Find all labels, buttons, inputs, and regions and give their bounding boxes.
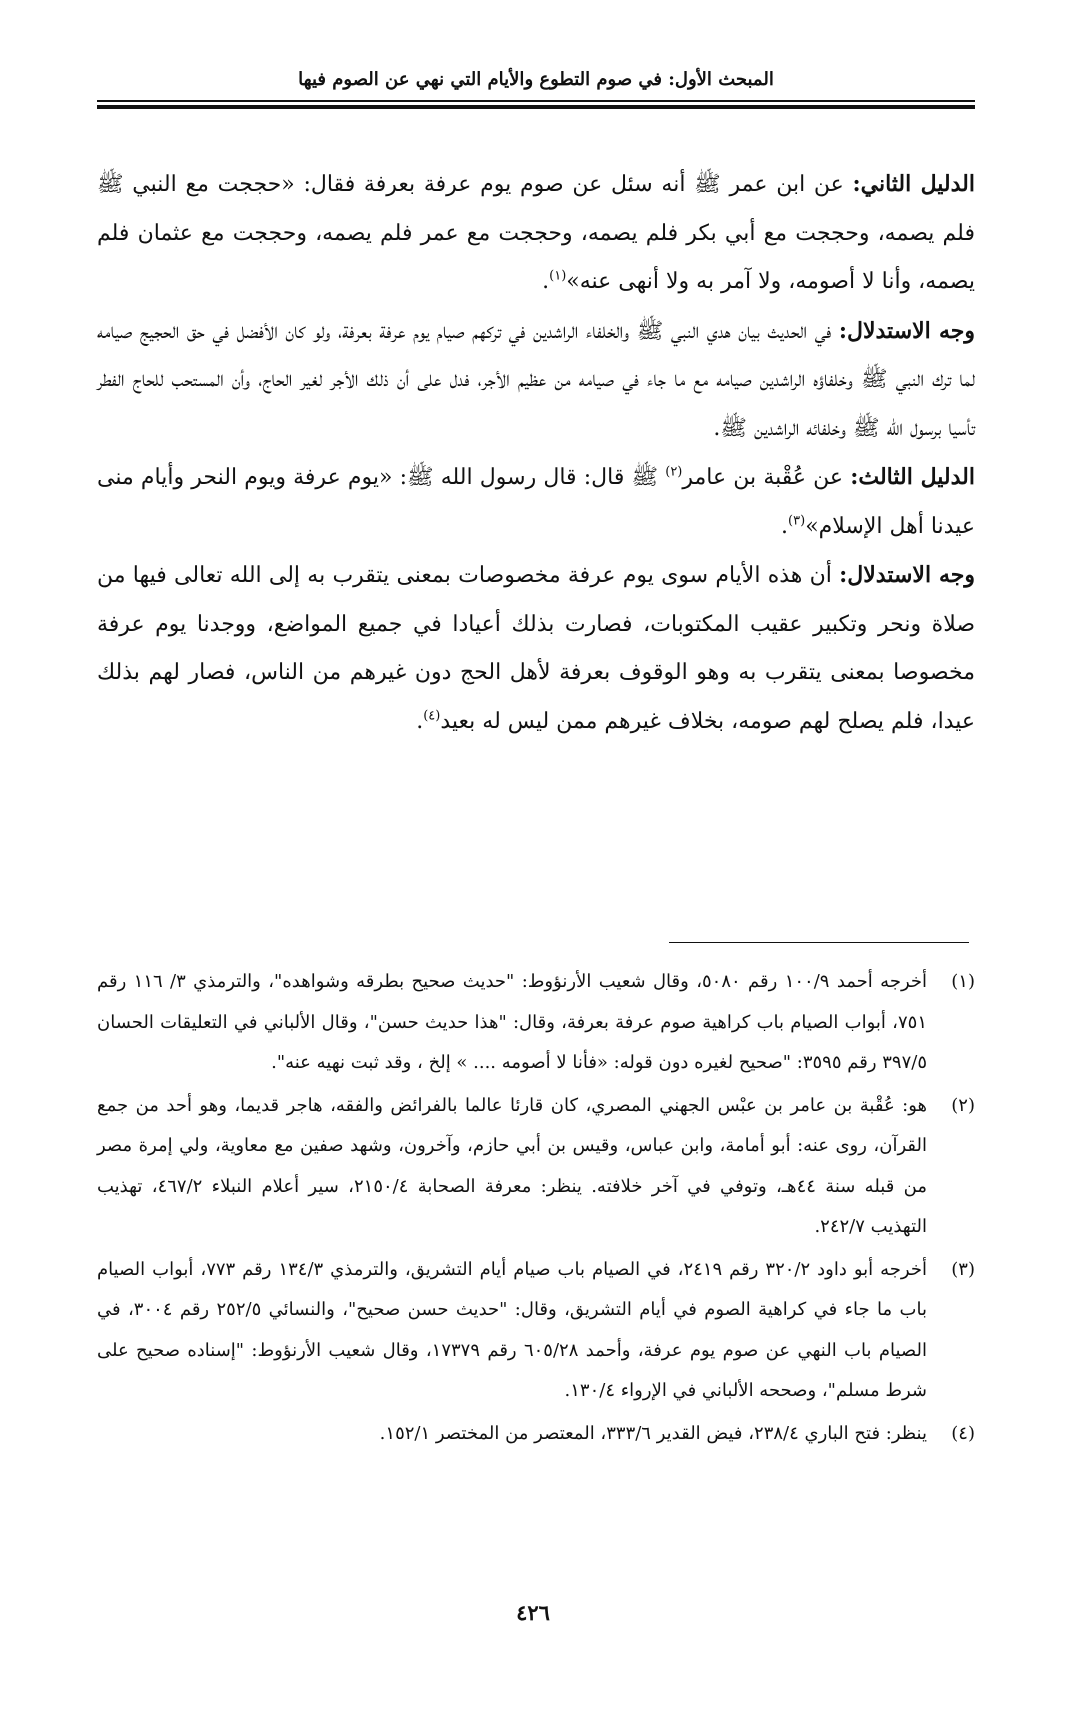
paragraph-evidence-two <box>97 160 975 307</box>
footnote-number: (٣) <box>951 1258 975 1280</box>
paragraph-text: في الحديث بيان هدي النبي ﷺ والخلفاء الراشدين في تركهم صيام يوم عرفة بعرفة، ولو كان الأفضل في حق الحجيج صيامه لما ترك النبي ﷺ وخلفاؤه الراشدين صيامه مع ما جاء في صيامه من عظيم الأجر، فدل على أن ذلك الأجر لغير الحاج، وأن المستحب للحاج الفطر تأسيا برسول الله ﷺ وخلفائه الراشدين ﷺ. <box>97 318 975 441</box>
footnote-number: (٤) <box>951 1422 975 1444</box>
footnote-ref[interactable]: (٣) <box>788 513 806 529</box>
page-number: ٤٢٦ <box>516 1600 550 1625</box>
header-rule-thick <box>97 105 975 109</box>
paragraph-end: . <box>781 513 789 539</box>
footnote-ref[interactable]: (١) <box>549 268 567 284</box>
footnotes <box>97 962 975 1456</box>
paragraph-end: . <box>416 708 424 734</box>
paragraph-lead: وجه الاستدلال: <box>838 317 976 344</box>
footnote <box>97 1414 975 1455</box>
paragraph-inference-one <box>97 307 975 454</box>
paragraph-lead: الدليل الثالث: <box>850 464 975 490</box>
footnote-text: أخرجه أبو داود ٣٢٠/٢ رقم ٢٤١٩، في الصيام باب صيام أيام التشريق، والترمذي ١٣٤/٣ رقم ٧٧٣، أبواب الصيام باب ما جاء في كراهية الصوم في أيام التشريق، وقال: "حديث حسن صحيح"، والنسائي ٢٥٢/٥ رقم ٣٠٠٤، في الصيام باب النهي عن صوم يوم عرفة، وأحمد ٦٠٥/٢٨ رقم ١٧٣٧٩، وقال شعيب الأرنؤوط: "إسناده صحيح على شرط مسلم"، وصححه الألباني في الإرواء ١٣٠/٤. <box>97 1258 927 1401</box>
paragraph-text: عن عُقْبة بن عامر <box>682 465 851 490</box>
footnote-number: (١) <box>951 971 975 992</box>
paragraph-text: عن ابن عمر ﷺ أنه سئل عن صوم يوم عرفة بعرفة فقال: «حججت مع النبي ﷺ فلم يصمه، وحججت مع أبي بكر فلم يصمه، وحججت مع عمر فلم يصمه، وحججت مع عثمان فلم يصمه، وأنا لا أصومه، ولا آمر به ولا أنهى عنه» <box>97 172 975 294</box>
paragraph-end: . <box>542 269 550 294</box>
footnote-text: هو: عُقْبة بن عامر بن عبْس الجهني المصري، كان قارئا عالما بالفرائض والفقه، هاجر قديما، وهو أحد من جمع القرآن، روى عنه: أبو أمامة، وابن عباس، وقيس بن أبي حازم، وآخرون، وشهد صفين مع معاوية، ولي إمرة مصر من قبله سنة ٤٤هـ، وتوفي في آخر خلافته. ينظر: معرفة الصحابة ٢١٥٠/٤، سير أعلام النبلاء ٤٦٧/٢، تهذيب التهذيب ٢٤٢/٧. <box>97 1094 927 1237</box>
footnote-text: ينظر: فتح الباري ٢٣٨/٤، فيض القدير ٣٣٣/٦، المعتصر من المختصر ١٥٢/١. <box>379 1422 927 1444</box>
footnote <box>97 1086 975 1248</box>
paragraph-text: ﷺ قال: قال رسول الله ﷺ: «يوم عرفة ويوم النحر وأيام منى عيدنا أهل الإسلام» <box>97 465 975 539</box>
footnote-ref[interactable]: (٤) <box>423 708 441 724</box>
footnote-number: (٢) <box>951 1094 975 1116</box>
header-rule-thin <box>97 100 975 102</box>
running-header: المبحث الأول: في صوم التطوع والأيام التي نهي عن الصوم فيها <box>298 69 774 90</box>
footnote-separator <box>669 942 969 943</box>
paragraph-lead: الدليل الثاني: <box>852 171 975 197</box>
footnote <box>97 962 975 1084</box>
paragraph-lead: وجه الاستدلال: <box>839 562 976 588</box>
paragraph-evidence-three <box>97 453 975 551</box>
paragraph-text: أن هذه الأيام سوى يوم عرفة مخصوصات بمعنى يتقرب به إلى الله تعالى فيها من صلاة ونحر وتكبير عقيب المكتوبات، فصارت بذلك أعيادا في جميع المواضع، ووجدنا يوم عرفة مخصوصا بمعنى يتقرب به وهو الوقوف بعرفة لأهل الحج دون غيرهم من الناس، فصار لهم بذلك عيدا، فلم يصلح لهم صومه، بخلاف غيرهم ممن ليس له بعيد <box>97 563 975 734</box>
footnote <box>97 1250 975 1412</box>
footnote-text: أخرجه أحمد ١٠٠/٩ رقم ٥٠٨٠، وقال شعيب الأرنؤوط: "حديث صحيح بطرقه وشواهده"، والترمذي ٣/ ١١٦ رقم ٧٥١، أبواب الصيام باب كراهية صوم عرفة بعرفة، وقال: "هذا حديث حسن"، وقال الألباني في التعليقات الحسان ٣٩٧/٥ رقم ٣٥٩٥: "صحيح لغيره دون قوله: «فأنا لا أصومه .... » إلخ ، وقد ثبت نهيه عنه". <box>97 971 928 1073</box>
main-text <box>97 160 975 746</box>
paragraph-inference-two <box>97 551 975 746</box>
footnote-ref[interactable]: (٢) <box>665 464 683 480</box>
